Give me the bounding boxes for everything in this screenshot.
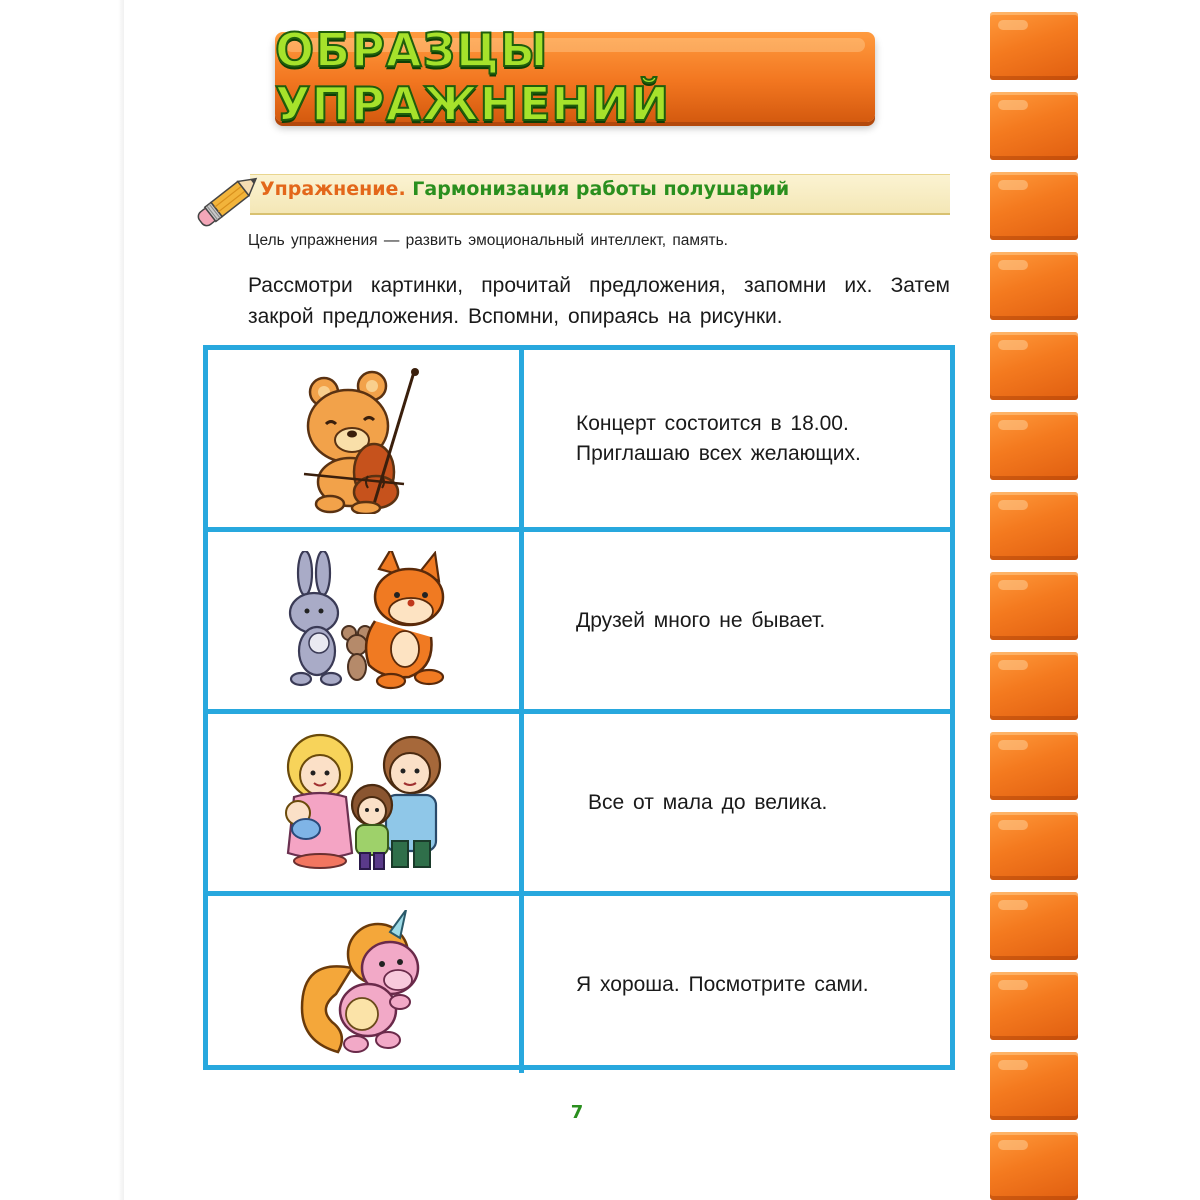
bunny-mouse-fox-icon — [279, 551, 449, 691]
brick — [990, 172, 1078, 240]
brick — [990, 1132, 1078, 1200]
brick — [990, 252, 1078, 320]
sentence-text: Концерт состоится в 18.00. Приглашаю всех желающих. — [576, 411, 861, 465]
page-number: 7 — [570, 1102, 584, 1123]
exercise-table — [203, 345, 955, 1070]
exercise-title — [260, 178, 789, 200]
brick — [990, 12, 1078, 80]
page-title: ОБРАЗЦЫ УПРАЖНЕНИЙ — [275, 23, 671, 131]
brick — [990, 92, 1078, 160]
picture-cell — [208, 714, 524, 891]
picture-cell — [208, 350, 524, 527]
bear-cello-icon — [294, 364, 434, 514]
table-row — [208, 891, 950, 1073]
brick — [990, 732, 1078, 800]
picture-cell — [208, 532, 524, 709]
sentence-cell — [524, 714, 950, 891]
brick — [990, 1052, 1078, 1120]
title-banner — [275, 23, 875, 131]
sentence-cell — [524, 896, 950, 1073]
brick — [990, 892, 1078, 960]
sentence-text: Друзей много не бывает. — [576, 608, 826, 632]
pencil-icon — [195, 164, 265, 234]
brick — [990, 972, 1078, 1040]
brick — [990, 572, 1078, 640]
table-row — [208, 709, 950, 891]
brick — [990, 332, 1078, 400]
exercise-instructions: Рассмотри картинки, прочитай предложения, запомни их. Затем закрой предложения. Вспомни, опираясь на рисунки. — [248, 274, 950, 328]
sentence-cell — [524, 350, 950, 527]
exercise-header — [195, 164, 955, 234]
table-row — [208, 527, 950, 709]
brick — [990, 492, 1078, 560]
family-icon — [274, 733, 454, 873]
brick — [990, 812, 1078, 880]
table-row — [208, 350, 950, 527]
exercise-label: Упражнение. — [260, 178, 406, 200]
sentence-text: Все от мала до велика. — [588, 790, 828, 814]
exercise-goal: Цель упражнения — развить эмоциональный интеллект, память. — [248, 232, 728, 249]
sentence-text: Я хороша. Посмотрите сами. — [576, 972, 869, 996]
unicorn-icon — [294, 910, 434, 1060]
picture-cell — [208, 896, 524, 1073]
exercise-name: Гармонизация работы полушарий — [412, 178, 790, 200]
sentence-cell — [524, 532, 950, 709]
brick — [990, 652, 1078, 720]
decorative-brick-border — [988, 0, 1080, 1200]
brick — [990, 412, 1078, 480]
